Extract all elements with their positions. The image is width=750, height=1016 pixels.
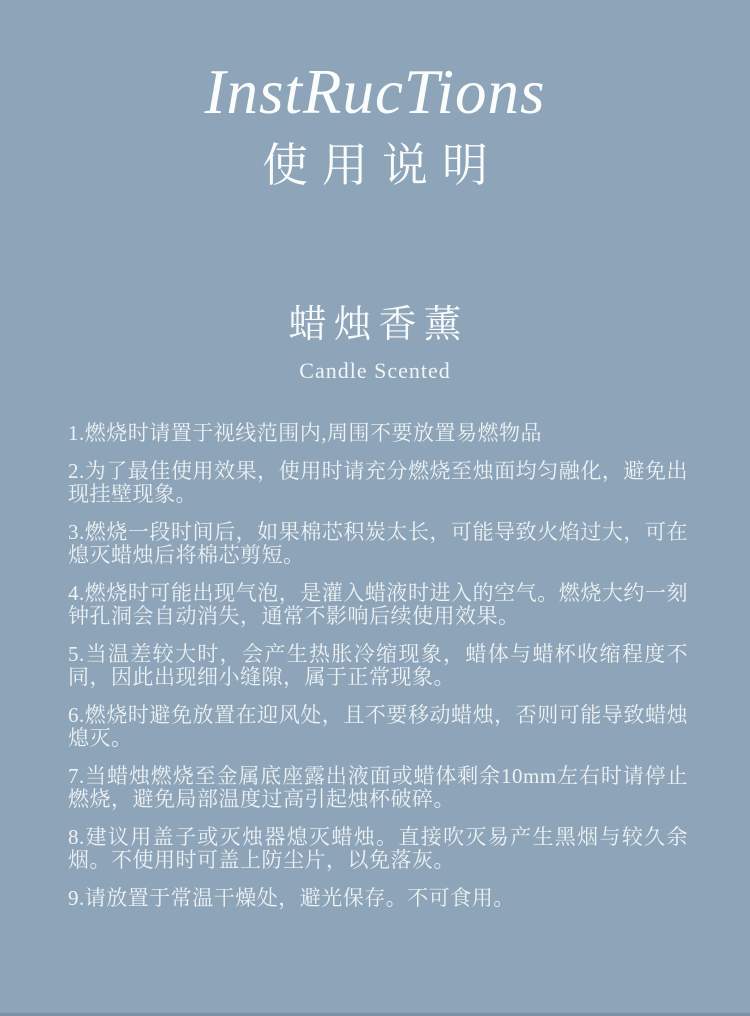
instruction-item-1: 1.燃烧时请置于视线范围内,周围不要放置易燃物品	[68, 420, 542, 445]
page-title-chinese: 使用说明	[262, 140, 502, 192]
instruction-list	[0, 422, 750, 910]
instruction-item-7: 7.当蜡烛燃烧至金属底座露出液面或蜡体剩余10mm左右时请停止燃烧，避免局部温度过高引起烛杯破碎。	[68, 763, 688, 811]
instruction-item-6: 6.燃烧时避免放置在迎风处，且不要移动蜡烛，否则可能导致蜡烛熄灭。	[68, 702, 688, 750]
product-name-english: Candle Scented	[299, 357, 451, 383]
page-title-english: InstRucTions	[204, 57, 546, 127]
instruction-item-5: 5.当温差较大时，会产生热胀冷缩现象，蜡体与蜡杯收缩程度不同，因此出现细小缝隙，属于正常现象。	[68, 641, 688, 689]
instruction-item-9: 9.请放置于常温干燥处，避光保存。不可食用。	[68, 885, 515, 910]
instruction-item-3: 3.燃烧一段时间后，如果棉芯积炭太长，可能导致火焰过大，可在熄灭蜡烛后将棉芯剪短。	[68, 519, 688, 567]
instruction-item-4: 4.燃烧时可能出现气泡，是灌入蜡液时进入的空气。燃烧大约一刻钟孔洞会自动消失，通常不影响后续使用效果。	[68, 580, 688, 628]
product-section-header	[0, 304, 750, 384]
product-name-chinese: 蜡烛香薰	[288, 303, 469, 346]
instruction-item-8: 8.建议用盖子或灭烛器熄灭蜡烛。直接吹灭易产生黑烟与较久余烟。不使用时可盖上防尘片，以免落灰。	[68, 824, 688, 872]
instruction-item-2: 2.为了最佳使用效果，使用时请充分燃烧至烛面均匀融化，避免出现挂壁现象。	[68, 458, 688, 506]
